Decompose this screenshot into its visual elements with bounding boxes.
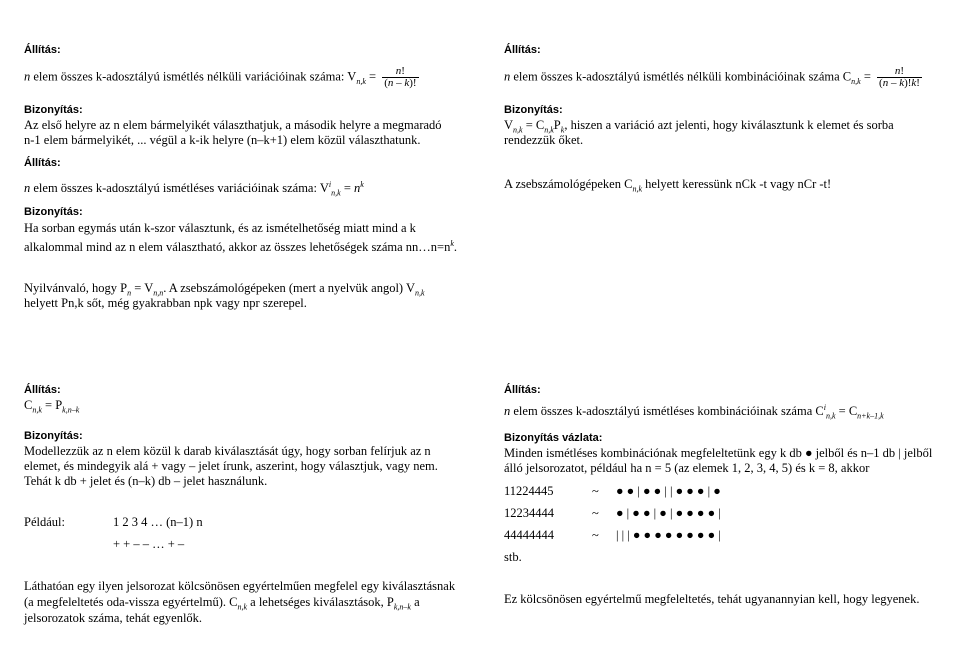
example-code-3: | | | ● ● ● ● ● ● ● ● | — [616, 528, 721, 542]
statement-variation: n elem összes k-adosztályú ismétlés nélküli variációinak száma: $V_{n,k}$ = $\frac{n!}{(n - k)!}$ — [24, 65, 417, 89]
proof-rep-line2: alkalommal mind az n elem választható, akkor az összes lehetőségek száma $nn\dots n=n^k$. — [24, 239, 458, 255]
proof-combination-line1: $V_{n,k} = C_{n,k}P_k$, hiszen a variáció azt jelenti, hogy kiválasztunk k elemet és sorba — [504, 118, 894, 135]
bizonyitas-vazlata-label: Bizonyítás vázlata: — [504, 432, 603, 444]
statement-rep-combination: n elem összes k-adosztályú ismétléses kombinációinak száma $C^i_{n,k} = C_{n+k-1,k}$ — [504, 403, 884, 421]
statement-rep-variation: n elem összes k-adosztályú ismétléses variációinak száma: $V^i_{n,k} = n^k$ — [24, 180, 364, 198]
example-tilde-3: ~ — [592, 528, 599, 542]
bizonyitas-label: Bizonyítás: — [24, 104, 83, 116]
example-seq-2: 12234444 — [504, 506, 554, 520]
conclusion-line3: jelsorozatok száma, tehát egyenlők. — [24, 611, 203, 625]
bijection-note: Ez kölcsönösen egyértelmű megfeleltetés, tehát ugyanannyian kell, hogy legyenek. — [504, 592, 920, 606]
panel-rep-combinations — [480, 334, 960, 669]
allitas-label: Állítás: — [24, 44, 61, 56]
panel-combinations — [480, 0, 960, 334]
allitas-label: Állítás: — [24, 384, 61, 396]
proof-rep-line1: Ha sorban egymás után k-szor választunk, és az ismételhetőség miatt mind a k — [24, 221, 416, 235]
example-tilde-1: ~ — [592, 484, 599, 498]
example-code-1: ● ● | ● ● | | ● ● ● | ● — [616, 484, 721, 498]
pelda-row-numbers: 1 2 3 4 … (n–1) n — [113, 515, 203, 529]
statement-cnk-equals-p: $C_{n,k} = P_{k,n-k}$ — [24, 398, 80, 415]
example-seq-3: 44444444 — [504, 528, 554, 542]
bizonyitas-label: Bizonyítás: — [504, 104, 563, 116]
pelda-label: Például: — [24, 515, 65, 529]
proof-model-line3: Tehát k db + jelet és (n–k) db – jelet használunk. — [24, 474, 268, 488]
example-code-2: ● | ● ● | ● | ● ● ● ● | — [616, 506, 721, 520]
stb: stb. — [504, 550, 522, 564]
bizonyitas-label: Bizonyítás: — [24, 430, 83, 442]
proof-variation-line2: n-1 elem bármelyikét, ... végül a k-ik helyre (n–k+1) elem közül választhatunk. — [24, 133, 421, 147]
statement-combination: n elem összes k-adosztályú ismétlés nélküli kombinációinak száma $C_{n,k}$ = $\frac{n!}{(n - k)!k!}$ — [504, 65, 920, 89]
panel-combination-proof — [0, 334, 480, 669]
example-tilde-2: ~ — [592, 506, 599, 520]
allitas-label: Állítás: — [504, 44, 541, 56]
sketch-line1: Minden ismétléses kombinációnak megfeleltetünk egy k db ● jelből és n–1 db | jelből — [504, 446, 933, 460]
conclusion-line2: (a megfeleltetés oda-vissza egyértelmű). $C_{n,k}$ a lehetséges kiválasztások, $P_{k,n-k}$ a — [24, 595, 420, 612]
sketch-line2: álló jelsorozatot, például ha n = 5 (az elemek 1, 2, 3, 4, 5) és k = 8, akkor — [504, 461, 870, 475]
allitas-label: Állítás: — [504, 384, 541, 396]
conclusion-line1: Láthatóan egy ilyen jelsorozat kölcsönösen egyértelműen megfelel egy kiválasztásnak — [24, 579, 456, 593]
example-seq-1: 11224445 — [504, 484, 554, 498]
proof-combination-line2: rendezzük őket. — [504, 133, 584, 147]
nyilvanvalo-line2: helyett Pn,k sőt, még gyakrabban npk vagy npr szerepel. — [24, 296, 307, 310]
pelda-row-signs: + + – – … + – — [113, 537, 185, 551]
proof-variation-line1: Az első helyre az n elem bármelyikét választhatjuk, a második helyre a megmaradó — [24, 118, 442, 132]
proof-model-line2: elemet, és mindegyik alá + vagy – jelet írunk, aszerint, hogy választjuk, vagy nem. — [24, 459, 438, 473]
panel-variations — [0, 0, 480, 334]
proof-model-line1: Modellezzük az n elem közül k darab kiválasztását úgy, hogy sorban felírjuk az n — [24, 444, 431, 458]
bizonyitas-label: Bizonyítás: — [24, 206, 83, 218]
calculator-note: A zsebszámológépeken $C_{n,k}$ helyett keressünk nCk -t vagy nCr -t! — [504, 177, 832, 194]
allitas-label: Állítás: — [24, 157, 61, 169]
nyilvanvalo-line1: Nyilvánvaló, hogy $P_n = V_{n,n}$. A zsebszámológépeken (mert a nyelvük angol) $V_{n,k}$ — [24, 281, 425, 298]
